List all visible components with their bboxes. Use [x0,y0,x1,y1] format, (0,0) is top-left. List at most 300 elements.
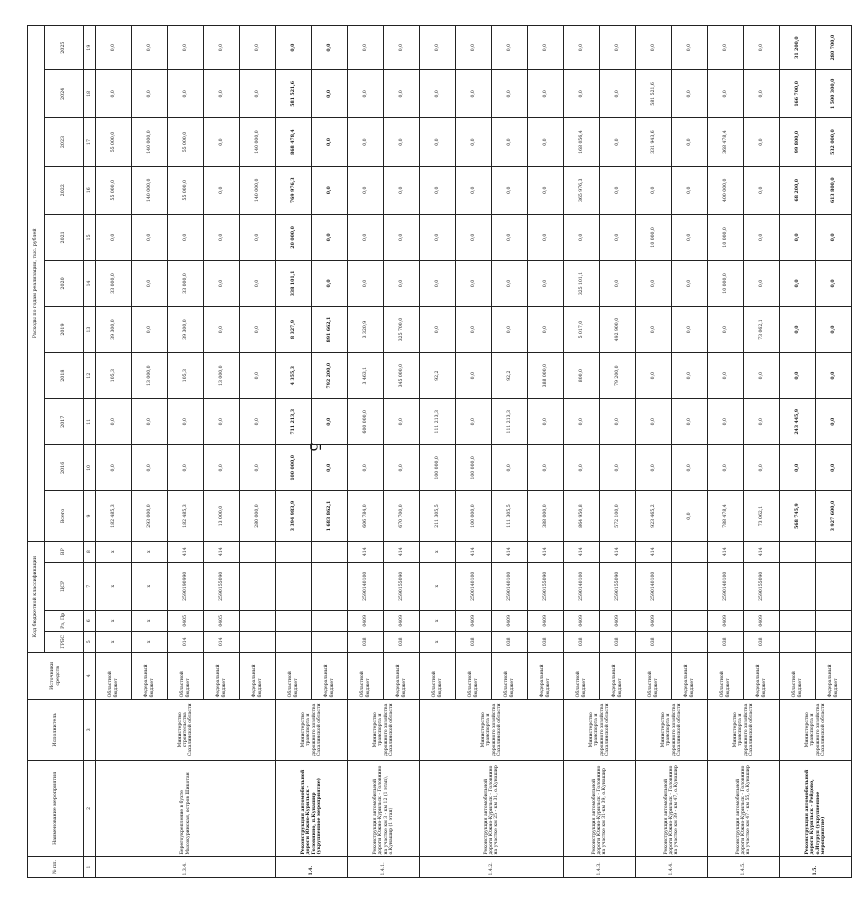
expense-value: 864 950,8 [564,491,600,541]
expense-value: 0,0 [456,70,492,118]
year-subheader: 2017 [45,399,84,445]
column-number: 6 [84,610,96,631]
kbk-rz-pr: 0409 [564,610,600,631]
expense-value: 20 000,0 [276,214,312,260]
kbk-csr [816,562,852,610]
column-number: 1 [84,857,96,878]
expense-value: 0,0 [96,26,132,70]
expense-value: 0,0 [168,70,204,118]
kbk-grbs: 038 [384,631,420,652]
table-row [636,26,672,878]
table-row [420,26,456,878]
expense-value: 0,0 [168,399,204,445]
expense-value: 0,0 [816,445,852,491]
funding-source: Федеральный бюджет [204,652,240,699]
expense-value: 99 800,0 [780,118,816,166]
measure-name: Реконструкция автомобильной дороги Южно-Курильск - Головнино на участке км 25 - км 31, о.Кунашир [420,760,564,856]
expense-value: 0,0 [312,445,348,491]
measure-executor: Министерство транспорта и дорожного хозяйства Сахалинской области [564,699,636,760]
expense-value: 0,0 [384,445,420,491]
expense-value: 0,0 [384,399,420,445]
expense-value: 868 478,4 [276,118,312,166]
kbk-vr [780,541,816,562]
funding-source: Областной бюджет [708,652,744,699]
expense-value: 0,0 [672,399,708,445]
expense-value: 0,0 [672,26,708,70]
expense-value: 73 062,1 [744,307,780,353]
expense-value: 0,0 [204,260,240,306]
kbk-csr: 2590190990 [168,562,204,610]
column-number: 3 [84,699,96,760]
expense-value: 388 000,0 [528,491,564,541]
expense-value: 243 445,9 [780,399,816,445]
expense-value: 492 900,0 [600,307,636,353]
expense-value: 0,0 [96,399,132,445]
funding-source: Федеральный бюджет [384,652,420,699]
kbk-grbs [816,631,852,652]
kbk-vr: х [420,541,456,562]
col-header-executor: Исполнитель [28,699,84,760]
year-subheader: 2025 [45,26,84,70]
kbk-vr: 414 [168,541,204,562]
expense-value: 55 000,0 [168,118,204,166]
kbk-rz-pr: 0409 [492,610,528,631]
expense-value: 0,0 [816,260,852,306]
kbk-grbs [780,631,816,652]
expense-value: 572 100,0 [600,491,636,541]
expense-value: 0,0 [780,260,816,306]
funding-source: Областной бюджет [636,652,672,699]
expense-value: 0,0 [276,26,312,70]
kbk-csr: 2590155090 [384,562,420,610]
expense-value: 581 521,6 [636,70,672,118]
expense-value: 0,0 [384,166,420,214]
funding-source: Федеральный бюджет [816,652,852,699]
expense-value: 365 976,3 [564,166,600,214]
expense-value: 0,0 [708,353,744,399]
expense-value: 0,0 [708,26,744,70]
expense-value: 0,0 [528,260,564,306]
kbk-rz-pr: 0409 [600,610,636,631]
expense-value: 0,0 [744,399,780,445]
expense-value: 140 000,0 [240,118,276,166]
measure-name: Берегоукрепление в бухте Мысокуринская, остров Шикотан [96,760,276,856]
expense-value: 0,0 [132,260,168,306]
kbk-rz-pr: 0409 [456,610,492,631]
expense-value: 140 000,0 [240,166,276,214]
expense-value: 100 000,0 [456,445,492,491]
expense-value: 0,0 [204,214,240,260]
kbk-grbs [240,631,276,652]
expense-value: 0,0 [636,353,672,399]
column-number: 18 [84,70,96,118]
expense-value: 0,0 [492,214,528,260]
expense-value: 0,0 [600,166,636,214]
kbk-csr: 2590155090 [204,562,240,610]
table-row [96,26,132,878]
expense-value: 92,2 [492,353,528,399]
expense-value: 13 000,0 [132,353,168,399]
kbk-rz-pr: х [420,610,456,631]
expense-value: 111 213,3 [492,399,528,445]
column-number: 11 [84,399,96,445]
expense-value: 111 213,3 [420,399,456,445]
funding-source: Областной бюджет [492,652,528,699]
measure-number: 1.4.2. [420,857,564,878]
expense-value: 400 000,0 [708,166,744,214]
expense-value: 711 213,3 [276,399,312,445]
expense-value: 0,0 [384,26,420,70]
expense-value: 0,0 [528,166,564,214]
table-body [96,26,852,878]
expense-value: 345 000,0 [384,353,420,399]
expense-value: 0,0 [204,26,240,70]
kbk-csr: 2500140100 [456,562,492,610]
funding-source: Областной бюджет [456,652,492,699]
expense-value: 0,0 [456,166,492,214]
funding-source: Областной бюджет [420,652,456,699]
expense-value: 0,0 [312,166,348,214]
expense-value: 0,0 [492,307,528,353]
kbk-rz-pr: х [132,610,168,631]
kbk-vr [672,541,708,562]
expense-value: 0,0 [492,166,528,214]
kbk-rz-pr: 0405 [168,610,204,631]
kbk-grbs: 038 [744,631,780,652]
expense-value: 39 300,0 [96,307,132,353]
expense-value: 0,0 [744,70,780,118]
expense-value: 0,0 [600,214,636,260]
expense-value: 325 101,1 [564,260,600,306]
measure-name: Реконструкция автомобильной дороги Южно-Курильск - Головнино на участке км 31-км 39, о.Кунашир [564,760,636,856]
expense-value: 0,0 [600,26,636,70]
expense-value: 0,0 [816,399,852,445]
kbk-rz-pr [780,610,816,631]
expense-value: 73 062,1 [744,491,780,541]
expense-value: 1 500 300,0 [816,70,852,118]
expense-value: 0,0 [240,353,276,399]
expense-value: 0,0 [708,70,744,118]
kbk-rz-pr [276,610,312,631]
expense-value: 0,0 [492,70,528,118]
table-row [564,26,600,878]
expense-value: 33 000,0 [168,260,204,306]
expense-value: 0,0 [492,260,528,306]
expense-value: 0,0 [456,399,492,445]
kbk-vr: 414 [600,541,636,562]
expense-value: 8 327,9 [276,307,312,353]
expense-value: 0,0 [636,260,672,306]
funding-source: Областной бюджет [780,652,816,699]
expense-value: 0,0 [636,26,672,70]
expense-value: 3 394 983,9 [276,491,312,541]
kbk-grbs: 038 [528,631,564,652]
expense-value: 0,0 [816,353,852,399]
kbk-csr: х [132,562,168,610]
kbk-csr: 2590155090 [528,562,564,610]
kbk-grbs: 038 [456,631,492,652]
kbk-vr: х [132,541,168,562]
column-number: 12 [84,353,96,399]
col-header-source: Источники средств [28,652,84,699]
expense-value: 10 000,0 [636,214,672,260]
expense-value: 13 000,0 [204,491,240,541]
expense-value: 581 521,6 [276,70,312,118]
expense-value: 0,0 [168,445,204,491]
expense-value: 0,0 [672,491,708,541]
expense-value: 0,0 [240,307,276,353]
expense-value: 55 000,0 [96,166,132,214]
expense-value: 100 000,0 [420,445,456,491]
column-number: 10 [84,445,96,491]
expense-value: 0,0 [744,353,780,399]
expense-value: 68 200,0 [780,166,816,214]
kbk-rz-pr [312,610,348,631]
expense-value: 0,0 [636,307,672,353]
column-number: 19 [84,26,96,70]
expense-value: 388 000,0 [528,353,564,399]
funding-source: Федеральный бюджет [132,652,168,699]
column-number: 5 [84,631,96,652]
expense-value: 0,0 [672,445,708,491]
expense-value: 0,0 [564,445,600,491]
expense-value: 111 305,5 [492,491,528,541]
kbk-grbs: х [132,631,168,652]
expense-value: 79 200,0 [600,353,636,399]
expense-value: 0,0 [420,70,456,118]
expense-value: 0,0 [348,26,384,70]
kbk-csr: 2590140100 [348,562,384,610]
expense-value: 33 000,0 [96,260,132,306]
funding-source: Федеральный бюджет [672,652,708,699]
kbk-vr [312,541,348,562]
expense-value: 182 485,3 [168,491,204,541]
year-subheader: Всего [45,491,84,541]
column-number: 14 [84,260,96,306]
expense-value: 600 000,0 [348,399,384,445]
expense-value: 10 000,0 [708,260,744,306]
table-row [348,26,384,878]
expense-value: 0,0 [132,445,168,491]
col-header-expenses: Расходы по годам реализации, тыс. рублей [28,26,45,542]
kbk-grbs [312,631,348,652]
expense-value: 1 683 862,1 [312,491,348,541]
measure-number: 1.4.4. [636,857,708,878]
expense-value: 0,0 [744,445,780,491]
measure-name: Реконструкция автомобильной дороги Южно-Курильск - Головнино, п.Кунашир (укрупненное мероприятие) [276,760,348,856]
expense-value: 0,0 [204,307,240,353]
expense-value: 0,0 [240,445,276,491]
expense-value: 0,0 [204,166,240,214]
expense-value: 769 976,3 [276,166,312,214]
expense-value: 0,0 [456,260,492,306]
expense-value: 0,0 [420,118,456,166]
measure-number: 1.3.4. [96,857,276,878]
expense-value: 613 800,0 [816,166,852,214]
expense-value: 0,0 [744,260,780,306]
funding-source: Федеральный бюджет [528,652,564,699]
expense-value: 0,0 [348,166,384,214]
measure-executor: Министерство транспорта и дорожного хозяйства Сахалинской области [348,699,420,760]
kbk-vr: 414 [636,541,672,562]
expense-value: 0,0 [672,260,708,306]
expense-value: 325 700,0 [384,307,420,353]
measure-name: Реконструкция автомобильной дороги Южно-Курильск - Головнино на участке км 39 - км 47, о.Кунашир [636,760,708,856]
expense-value: 0,0 [384,214,420,260]
expense-value: 0,0 [240,214,276,260]
column-number: 15 [84,214,96,260]
kbk-csr: 2590140100 [636,562,672,610]
expense-value: 568 745,9 [780,491,816,541]
kbk-rz-pr [672,610,708,631]
expense-value: 0,0 [96,214,132,260]
expense-value: 0,0 [744,166,780,214]
expense-value: 0,0 [168,26,204,70]
expense-value: 293 000,0 [132,491,168,541]
kbk-rz-pr [816,610,852,631]
kbk-csr: х [420,562,456,610]
kbk-subheader: ГРБС [45,631,84,652]
expense-value: 0,0 [780,214,816,260]
funding-source: Федеральный бюджет [240,652,276,699]
expense-value: 13 000,0 [204,353,240,399]
column-number: 2 [84,760,96,856]
kbk-vr: 414 [384,541,420,562]
expense-value: 140 000,0 [132,166,168,214]
kbk-grbs: 038 [600,631,636,652]
funding-source: Областной бюджет [564,652,600,699]
expense-value: 92,2 [420,353,456,399]
expense-value: 182 485,3 [96,491,132,541]
table-row [708,26,744,878]
expense-value: 105,3 [168,353,204,399]
kbk-csr: 2590155090 [600,562,636,610]
measure-executor: Министерство транспорта и дорожного хозяйства Сахалинской области [420,699,564,760]
expense-value: 0,0 [312,214,348,260]
budget-table [27,25,852,878]
expense-value: 338 101,1 [276,260,312,306]
kbk-csr [672,562,708,610]
kbk-csr: 2590140100 [708,562,744,610]
expense-value: 0,0 [348,445,384,491]
expense-value: 0,0 [348,260,384,306]
expense-value: 0,0 [456,353,492,399]
year-subheader: 2016 [45,445,84,491]
expense-value: 0,0 [420,214,456,260]
expense-value: 891 662,1 [312,307,348,353]
year-subheader: 2023 [45,118,84,166]
expense-value: 0,0 [96,70,132,118]
kbk-vr: 414 [492,541,528,562]
expense-value: 0,0 [780,445,816,491]
expense-value: 100 000,0 [456,491,492,541]
column-number: 8 [84,541,96,562]
kbk-grbs: 038 [636,631,672,652]
measure-number: 1.4.3. [564,857,636,878]
expense-value: 0,0 [780,353,816,399]
measure-name: Реконструкция автомобильной дороги Южно-Курильск - Головнино на участке км 47 - км 55, о.Кунашир [708,760,780,856]
kbk-subheader: Рз, Пр [45,610,84,631]
expense-value: 0,0 [312,118,348,166]
measure-number: 1.5. [780,857,852,878]
col-header-name: Наименование мероприятия [28,760,84,856]
funding-source: Федеральный бюджет [312,652,348,699]
expense-value: 0,0 [600,260,636,306]
expense-value: 168 056,4 [564,118,600,166]
expense-value: 0,0 [492,118,528,166]
column-number: 13 [84,307,96,353]
expense-value: 0,0 [420,307,456,353]
expense-value: 0,0 [492,445,528,491]
expense-value: 0,0 [816,307,852,353]
expense-value: 0,0 [456,118,492,166]
expense-value: 0,0 [420,26,456,70]
expense-value: 105,3 [96,353,132,399]
expense-value: 3 463,1 [348,353,384,399]
expense-value: 0,0 [600,70,636,118]
expense-value: 3 320,9 [348,307,384,353]
kbk-vr: 414 [456,541,492,562]
col-header-no: № пп. [28,857,84,878]
expense-value: 0,0 [708,307,744,353]
kbk-grbs: 038 [564,631,600,652]
expense-value: 0,0 [204,118,240,166]
expense-value: 0,0 [348,214,384,260]
kbk-rz-pr: 0409 [348,610,384,631]
year-subheader: 2024 [45,70,84,118]
column-number: 17 [84,118,96,166]
kbk-rz-pr [240,610,276,631]
expense-value: 0,0 [600,118,636,166]
expense-value: 31 200,0 [780,26,816,70]
kbk-rz-pr: 0409 [636,610,672,631]
year-subheader: 2019 [45,307,84,353]
expense-value: 0,0 [816,214,852,260]
expense-value: 55 000,0 [168,166,204,214]
kbk-vr [276,541,312,562]
kbk-vr: 414 [564,541,600,562]
funding-source: Областной бюджет [348,652,384,699]
expense-value: 331 943,6 [636,118,672,166]
expense-value: 0,0 [384,260,420,306]
expense-value: 0,0 [528,399,564,445]
expense-value: 0,0 [600,445,636,491]
expense-value: 0,0 [312,26,348,70]
expense-value: 0,0 [708,445,744,491]
measure-name: Реконструкция автомобильной дороги Южно-Курильск - Головнино на участке км 3 - км 12 (1 этап), о.Кунашир (1 этап) [348,760,420,856]
expense-value: 0,0 [168,214,204,260]
expense-value: 39 300,0 [168,307,204,353]
expense-value: 0,0 [636,166,672,214]
funding-source: Областной бюджет [276,652,312,699]
expense-value: 0,0 [384,70,420,118]
expense-value: 140 000,0 [132,118,168,166]
kbk-csr [780,562,816,610]
kbk-vr: 414 [528,541,564,562]
expense-value: 280 700,0 [816,26,852,70]
expense-value: 0,0 [312,260,348,306]
measure-executor: Министерство транспорта и дорожного хозяйства Сахалинской области [276,699,348,760]
expense-value: 0,0 [132,70,168,118]
kbk-csr: 2590140100 [564,562,600,610]
expense-value: 532 000,0 [816,118,852,166]
expense-value: 280 000,0 [240,491,276,541]
expense-value: 0,0 [564,399,600,445]
expense-value: 0,0 [672,70,708,118]
expense-value: 10 000,0 [708,214,744,260]
expense-value: 4 355,3 [276,353,312,399]
funding-source: Федеральный бюджет [600,652,636,699]
